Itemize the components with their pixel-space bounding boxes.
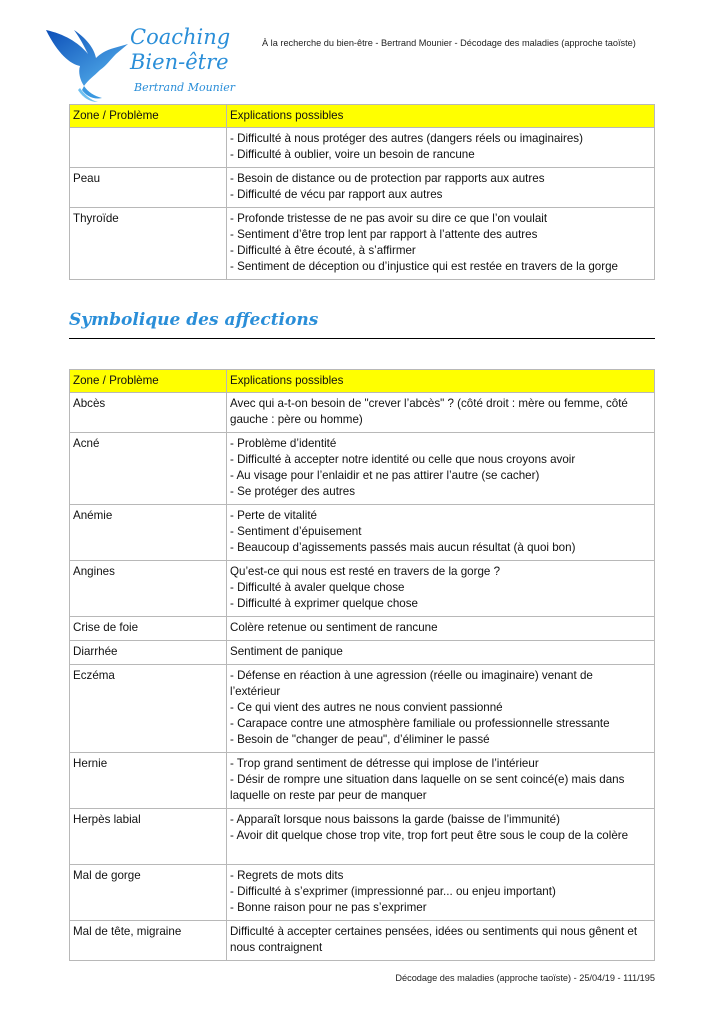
table-header-row [70,105,655,128]
table-continued [69,104,655,280]
zone-cell: Crise de foie [70,617,227,641]
column-header-explications: Explications possibles [227,105,655,128]
explication-cell [227,865,655,921]
explication-line: - Défense en réaction à une agression (réelle ou imaginaire) venant de [230,669,593,682]
column-header-zone: Zone / Problème [70,370,227,393]
explication-cell [227,561,655,617]
explication-cell [227,128,655,168]
explication-cell [227,168,655,208]
explication-cell [227,641,655,665]
explication-line: - Sentiment de déception ou d’injustice qui est restée en travers de la gorge [230,260,618,273]
explication-line: - Avoir dit quelque chose trop vite, trop fort peut être sous le coup de la colère [230,829,629,842]
column-header-explications: Explications possibles [227,370,655,393]
table-row [70,433,655,505]
brand-line1: Coaching [130,25,231,49]
explication-line: - Difficulté à oublier, voire un besoin de rancune [230,148,475,161]
table-row [70,128,655,168]
explication-line: - Carapace contre une atmosphère familiale ou professionnelle stressante [230,717,610,730]
explication-line: - Au visage pour l’enlaidir et ne pas attirer l’autre (se cacher) [230,469,540,482]
zone-cell: Diarrhée [70,641,227,665]
zone-cell: Acné [70,433,227,505]
explication-line: - Difficulté à exprimer quelque chose [230,597,418,610]
table-row [70,809,655,865]
table-row [70,921,655,961]
explication-line: - Difficulté à s’exprimer (impressionné par... ou enjeu important) [230,885,556,898]
explication-cell [227,433,655,505]
zone-cell: Abcès [70,393,227,433]
explication-line: nous contraignent [230,941,323,954]
explication-line: Colère retenue ou sentiment de rancune [230,621,438,634]
section-title: Symbolique des affections [69,310,319,330]
table-row [70,665,655,753]
brand-logo [44,22,244,102]
zone-cell: Mal de gorge [70,865,227,921]
explication-line: - Perte de vitalité [230,509,317,522]
table-row [70,865,655,921]
table-row [70,208,655,280]
explication-line: - Difficulté de vécu par rapport aux autres [230,188,443,201]
explication-cell [227,617,655,641]
table-row [70,617,655,641]
explication-cell [227,505,655,561]
explication-line: - Se protéger des autres [230,485,356,498]
page-footer: Décodage des maladies (approche taoïste) - 25/04/19 - 111/195 [395,973,655,983]
brand-author: Bertrand Mounier [134,81,236,94]
explication-cell [227,921,655,961]
zone-cell: Hernie [70,753,227,809]
explication-line: - Difficulté à nous protéger des autres (dangers réels ou imaginaires) [230,132,583,145]
column-header-zone: Zone / Problème [70,105,227,128]
explication-line: - Profonde tristesse de ne pas avoir su dire ce que l’on voulait [230,212,548,225]
explication-line: - Sentiment d’épuisement [230,525,362,538]
table-row [70,168,655,208]
explication-line: Avec qui a-t-on besoin de "crever l’abcès" ? (côté droit : mère ou femme, côté [230,397,628,410]
explication-cell [227,393,655,433]
explication-line: - Difficulté à avaler quelque chose [230,581,405,594]
explication-line: - Bonne raison pour ne pas s’exprimer [230,901,427,914]
table-row [70,393,655,433]
explication-cell [227,665,655,753]
explication-line: - Difficulté à être écouté, à s’affirmer [230,244,416,257]
table-row [70,753,655,809]
explication-line: - Ce qui vient des autres ne nous convient passionné [230,701,503,714]
explication-line: Qu’est-ce qui nous est resté en travers de la gorge ? [230,565,501,578]
explication-line: Difficulté à accepter certaines pensées, idées ou sentiments qui nous gênent et [230,925,638,938]
zone-cell: Eczéma [70,665,227,753]
zone-cell: Angines [70,561,227,617]
explication-line: gauche : père ou homme) [230,413,363,426]
explication-line: - Désir de rompre une situation dans laquelle on se sent coincé(e) mais dans [230,773,625,786]
zone-cell [70,128,227,168]
explication-line: - Besoin de distance ou de protection par rapports aux autres [230,172,545,185]
table2-body [70,370,655,961]
explication-line: - Besoin de "changer de peau", d’éliminer le passé [230,733,490,746]
zone-cell: Peau [70,168,227,208]
explication-line: Sentiment de panique [230,645,343,658]
explication-line: - Trop grand sentiment de détresse qui implose de l’intérieur [230,757,539,770]
hummingbird-icon [44,24,130,102]
zone-cell: Mal de tête, migraine [70,921,227,961]
table-header-row [70,370,655,393]
zone-cell: Herpès labial [70,809,227,865]
explication-line: laquelle on reste par peur de manquer [230,789,427,802]
explication-line: - Sentiment d’être trop lent par rapport à l’attente des autres [230,228,538,241]
zone-cell: Thyroïde [70,208,227,280]
table-row [70,505,655,561]
table-row [70,641,655,665]
explication-line: - Problème d’identité [230,437,337,450]
table1-body [70,105,655,280]
explication-line: - Apparaît lorsque nous baissons la garde (baisse de l’immunité) [230,813,560,826]
brand-line2: Bien-être [130,50,229,74]
explication-line: l’extérieur [230,685,281,698]
zone-cell: Anémie [70,505,227,561]
explication-line: - Beaucoup d’agissements passés mais aucun résultat (à quoi bon) [230,541,576,554]
explication-cell [227,809,655,865]
explication-cell [227,753,655,809]
document-header-title: À la recherche du bien-être - Bertrand Mounier - Décodage des maladies (approche taoïste) [262,38,636,48]
explication-line: - Difficulté à accepter notre identité ou celle que nous croyons avoir [230,453,576,466]
explication-cell [227,208,655,280]
explication-line: - Regrets de mots dits [230,869,344,882]
table-row [70,561,655,617]
explication-line [230,844,651,860]
table-symbolique-affections [69,369,655,961]
section-divider [69,338,655,339]
